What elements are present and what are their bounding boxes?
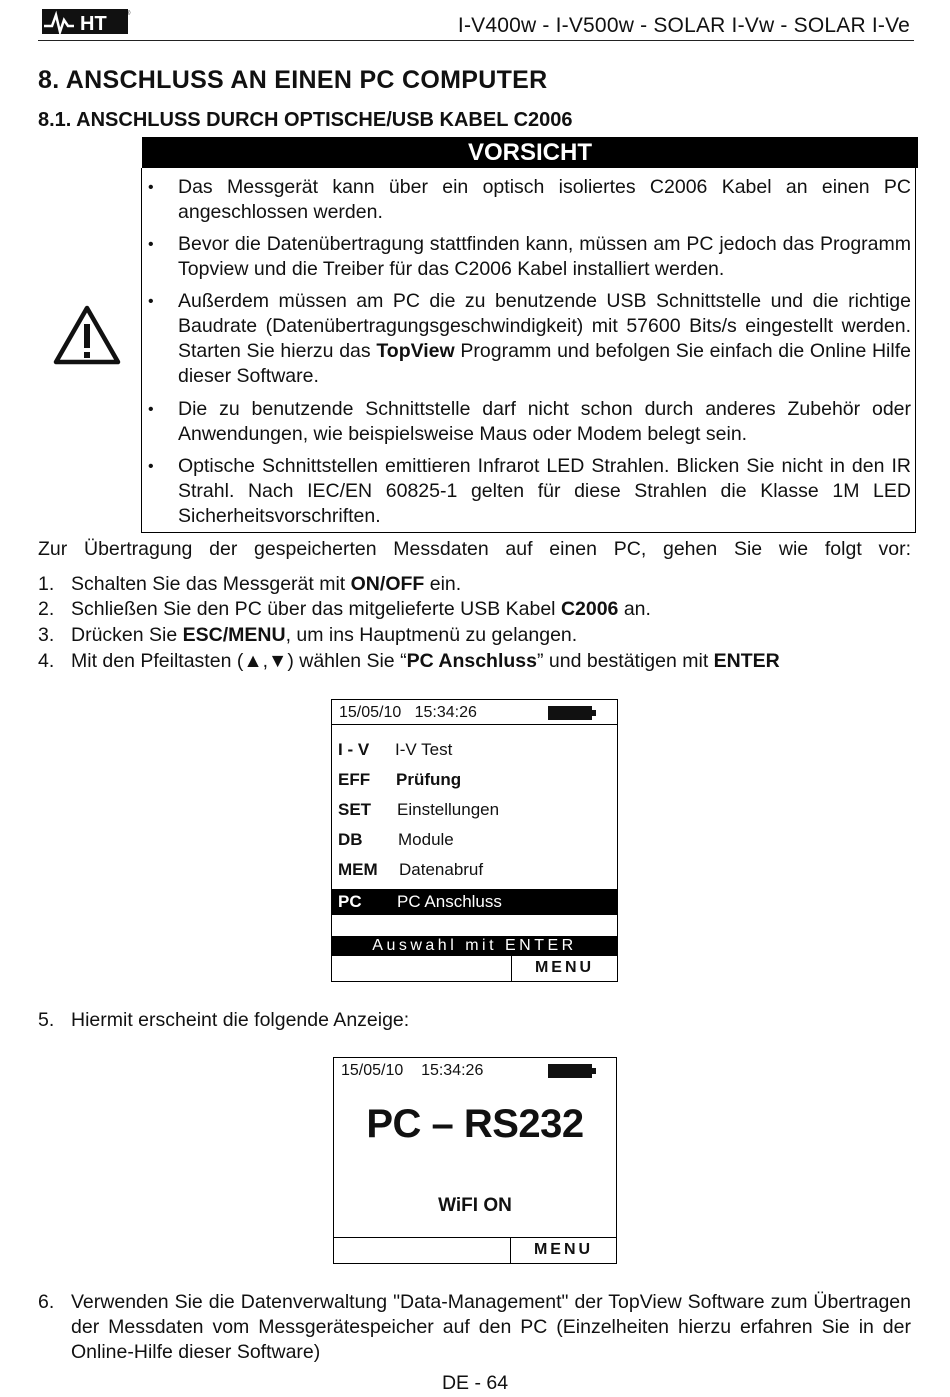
menu-item-iv[interactable]: I - V I-V Test [338,740,453,759]
warning-item: • Außerdem müssen am PC die zu benutzende USB Schnittstelle und die richtige Baudrate (Datenübertragungsgeschwindigkeit) mit 57600 Bits/s eingestellt werden. Starten Sie hierzu das TopView Programm und befolgen Sie einfach die Online Hilfe dieser Software. [148,290,911,387]
screen-bottom-bar [332,955,617,981]
menu-item-pc-selected[interactable]: PC PC Anschluss [332,889,617,915]
warning-heading: VORSICHT [142,137,918,168]
subsection-title: 8.1. ANSCHLUSS DURCH OPTISCHE/USB KABEL C2006 [38,109,573,131]
battery-icon [548,706,592,720]
warning-item: • Bevor die Datenübertragung stattfinden kann, müssen am PC jedoch das Programm Topview und die Treiber für das C2006 Kabel installiert werden. [148,233,911,280]
step-item: 5. Hiermit erscheint die folgende Anzeige: [38,1009,410,1031]
menu-item-db[interactable]: DB Module [338,830,454,849]
warning-triangle-icon [52,304,122,366]
menu-softkey[interactable]: MENU [511,956,617,981]
logo-text: HT [80,13,107,35]
menu-item-eff[interactable]: EFF Prüfung [338,770,462,789]
step-item: 2. Schließen Sie den PC über das mitgelieferte USB Kabel C2006 an. [38,598,651,620]
warning-item: • Das Messgerät kann über ein optisch isoliertes C2006 Kabel an einen PC angeschlossen werden. [148,176,911,223]
pc-connection-title: PC – RS232 [366,1102,584,1146]
wifi-status: WiFI ON [438,1195,512,1216]
document-title: I-V400w - I-V500w - SOLAR I-Vw - SOLAR I-Ve [457,14,910,37]
screen-bottom-bar [334,1237,616,1263]
header-divider [38,40,914,41]
step-item: 1. Schalten Sie das Messgerät mit ON/OFF ein. [38,573,462,595]
svg-text:®: ® [126,11,131,17]
battery-icon [548,1064,592,1078]
selection-hint: Auswahl mit ENTER [332,936,617,956]
screen-datetime: 15/05/10 15:34:26 [339,704,477,721]
ht-logo [40,6,132,36]
device-pc-screen [333,1057,617,1264]
screen-datetime: 15/05/10 15:34:26 [341,1062,484,1079]
intro-paragraph: Zur Übertragung der gespeicherten Messdaten auf einen PC, gehen Sie wie folgt vor: [38,538,911,560]
warning-item: • Die zu benutzende Schnittstelle darf nicht schon durch anderes Zubehör oder Anwendungen, wie beispielsweise Maus oder Modem belegt sein. [148,398,911,445]
menu-softkey[interactable]: MENU [510,1238,616,1263]
step-item: 6. Verwenden Sie die Datenverwaltung "Data-Management" der TopView Software zum Übertragen der Messdaten vom Messgerätespeicher auf den PC (Einzelheiten hierzu erfahren Sie in der Online-Hilfe dieser Software) [38,1291,911,1363]
step-item: 4. Mit den Pfeiltasten (▲,▼) wählen Sie “PC Anschluss” und bestätigen mit ENTER [38,650,780,672]
menu-item-mem[interactable]: MEM Datenabruf [338,860,484,879]
warning-item: • Optische Schnittstellen emittieren Infrarot LED Strahlen. Blicken Sie nicht in den IR Strahl. Nach IEC/EN 60825-1 gelten für diese Strahlen die Klasse 1M LED Sicherheitsvorschriften. [148,455,911,527]
screen-divider [332,724,617,725]
step-item: 3. Drücken Sie ESC/MENU, um ins Hauptmenü zu gelangen. [38,624,578,646]
page-number: DE - 64 [441,1372,509,1394]
section-title: 8. ANSCHLUSS AN EINEN PC COMPUTER [38,66,548,94]
device-menu-screen [331,699,618,982]
menu-item-set[interactable]: SET Einstellungen [338,800,500,819]
